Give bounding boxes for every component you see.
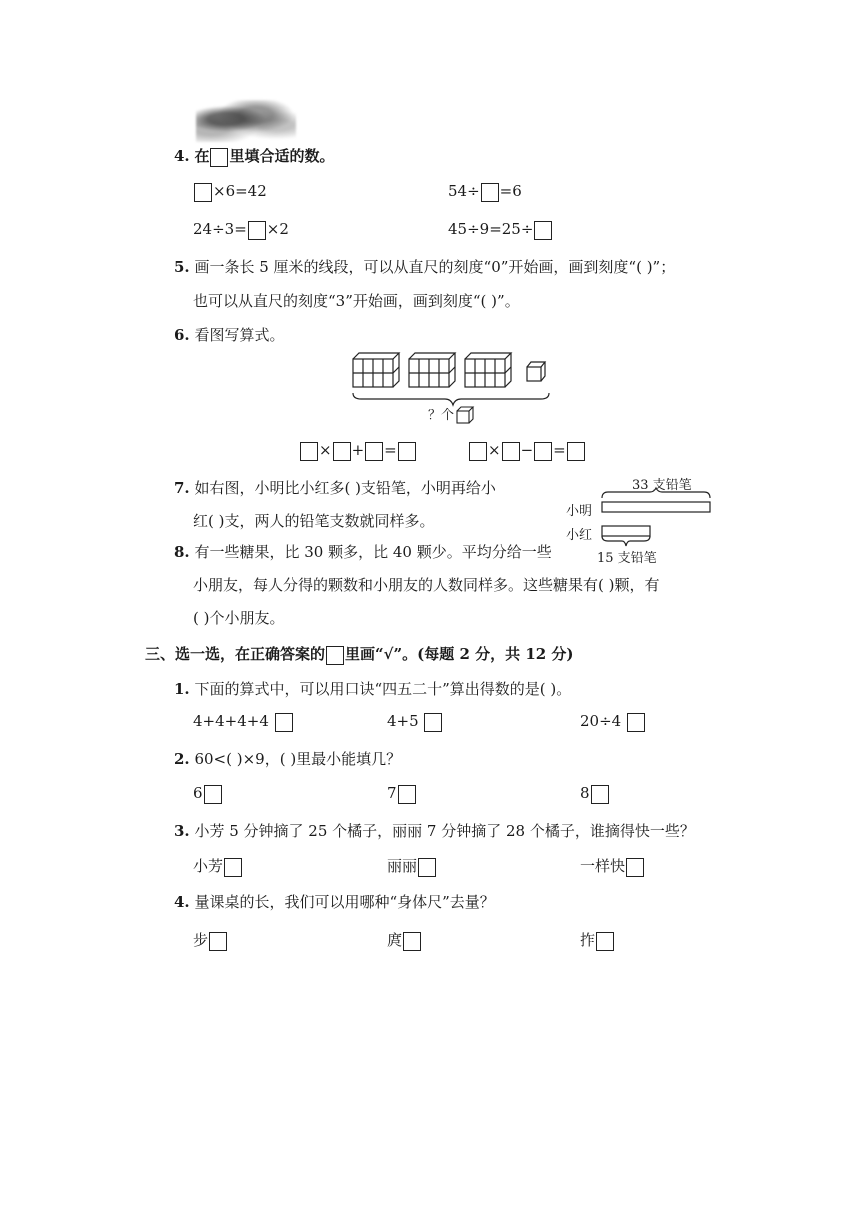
answer-box-q6-4[interactable]	[398, 442, 416, 461]
ten-cube-block-1	[353, 353, 399, 387]
checkbox-s3q4-2[interactable]	[403, 932, 421, 951]
diagram-top-label: 33 支铅笔	[632, 478, 692, 493]
q4-prompt: 4. 在 里填合适的数。	[174, 147, 335, 165]
s3-q4-prompt: 4. 量课桌的长，我们可以用哪种“身体尺”去量？	[174, 893, 495, 911]
q4-number: 4.	[174, 147, 190, 165]
q8-line-3: ( )个小朋友。	[193, 609, 285, 627]
diagram-name-xiaoming: 小明	[566, 504, 593, 519]
answer-box-q6-5[interactable]	[469, 442, 487, 461]
checkbox-s3q1-2[interactable]	[424, 713, 442, 732]
section-3-heading: 三、选一选，在正确答案的 里画“√”。(每题 2 分，共 12 分)	[145, 645, 574, 663]
checkbox-s3q3-2[interactable]	[418, 858, 436, 877]
q4-equation-2: 54÷ =6	[448, 182, 522, 200]
s3-q2-option-1: 6	[193, 784, 223, 804]
answer-box-q6-2[interactable]	[333, 442, 351, 461]
q7-line-2: 红( )支，两人的铅笔支数就同样多。	[193, 512, 435, 530]
diagram-bottom-label: 15 支铅笔	[597, 551, 657, 566]
diagram-name-xiaohong: 小红	[566, 528, 593, 543]
answer-box	[326, 646, 344, 665]
s3-q1-option-1: 4+4+4+4	[193, 712, 294, 732]
ten-cube-block-2	[409, 353, 455, 387]
q5-line-2: 也可以从直尺的刻度“3”开始画，画到刻度“( )”。	[193, 292, 520, 310]
checkbox-s3q2-1[interactable]	[204, 785, 222, 804]
answer-box-q4-3[interactable]	[248, 221, 266, 240]
answer-box-q6-7[interactable]	[534, 442, 552, 461]
s3-q2-option-2: 7	[387, 784, 417, 804]
answer-box-q4-1[interactable]	[194, 183, 212, 202]
q6-formula-2: × − =	[468, 441, 586, 461]
q8-line-2: 小朋友，每人分得的颗数和小朋友的人数同样多。这些糖果有( )颗，有	[193, 576, 660, 594]
q8-line-1: 8. 有一些糖果，比 30 颗多，比 40 颗少。平均分给一些	[174, 543, 552, 561]
s3-q2-option-3: 8	[580, 784, 610, 804]
checkbox-s3q2-2[interactable]	[398, 785, 416, 804]
q6-prompt: 6. 看图写算式。	[174, 326, 285, 344]
s3-q4-option-1: 步	[193, 929, 228, 951]
s3-q3-option-3: 一样快	[580, 855, 645, 877]
q4-equation-3: 24÷3= ×2	[193, 220, 289, 238]
answer-box-q6-1[interactable]	[300, 442, 318, 461]
single-cube	[527, 362, 545, 381]
answer-box-q6-3[interactable]	[365, 442, 383, 461]
answer-box-q6-8[interactable]	[567, 442, 585, 461]
pencil-bar-diagram	[600, 488, 712, 536]
ten-cube-block-3	[465, 353, 511, 387]
checkbox-s3q3-3[interactable]	[626, 858, 644, 877]
s3-q1-option-3: 20÷4	[580, 712, 646, 732]
answer-box-q4-4[interactable]	[534, 221, 552, 240]
xiaohong-bar	[602, 526, 650, 536]
checkbox-s3q4-1[interactable]	[209, 932, 227, 951]
checkbox-s3q2-3[interactable]	[591, 785, 609, 804]
top-brace	[602, 488, 710, 498]
answer-box-q4-2[interactable]	[481, 183, 499, 202]
s3-q3-option-2: 丽丽	[387, 855, 437, 877]
s3-q1-prompt: 1. 下面的算式中，可以用口诀“四五二十”算出得数的是( )。	[174, 680, 572, 698]
q4-equation-1: ×6=42	[193, 182, 267, 202]
q4-equation-4: 45÷9=25÷	[448, 220, 553, 240]
q7-line-1: 7. 如右图，小明比小红多( )支铅笔，小明再给小	[174, 479, 496, 497]
s3-q4-option-2: 庹	[387, 929, 422, 951]
xiaoming-bar	[602, 502, 710, 512]
answer-box	[210, 148, 228, 167]
answer-box-q6-6[interactable]	[502, 442, 520, 461]
ink-smudge	[196, 100, 296, 142]
s3-q2-prompt: 2. 60<( )×9，( )里最小能填几？	[174, 750, 402, 768]
s3-q3-option-1: 小芳	[193, 855, 243, 877]
cube-icon	[456, 406, 474, 424]
checkbox-s3q4-3[interactable]	[596, 932, 614, 951]
checkbox-s3q1-1[interactable]	[275, 713, 293, 732]
q5-line-1: 5. 画一条长 5 厘米的线段，可以从直尺的刻度“0”开始画，画到刻度“( )”；	[174, 258, 676, 276]
checkbox-s3q1-3[interactable]	[627, 713, 645, 732]
checkbox-s3q3-1[interactable]	[224, 858, 242, 877]
brace-label: ？个	[428, 404, 472, 425]
s3-q3-prompt: 3. 小芳 5 分钟摘了 25 个橘子，丽丽 7 分钟摘了 28 个橘子，谁摘得快一些？	[174, 822, 695, 840]
s3-q1-option-2: 4+5	[387, 712, 443, 732]
q6-formula-1: × + =	[299, 441, 417, 461]
s3-q4-option-3: 拃	[580, 929, 615, 951]
